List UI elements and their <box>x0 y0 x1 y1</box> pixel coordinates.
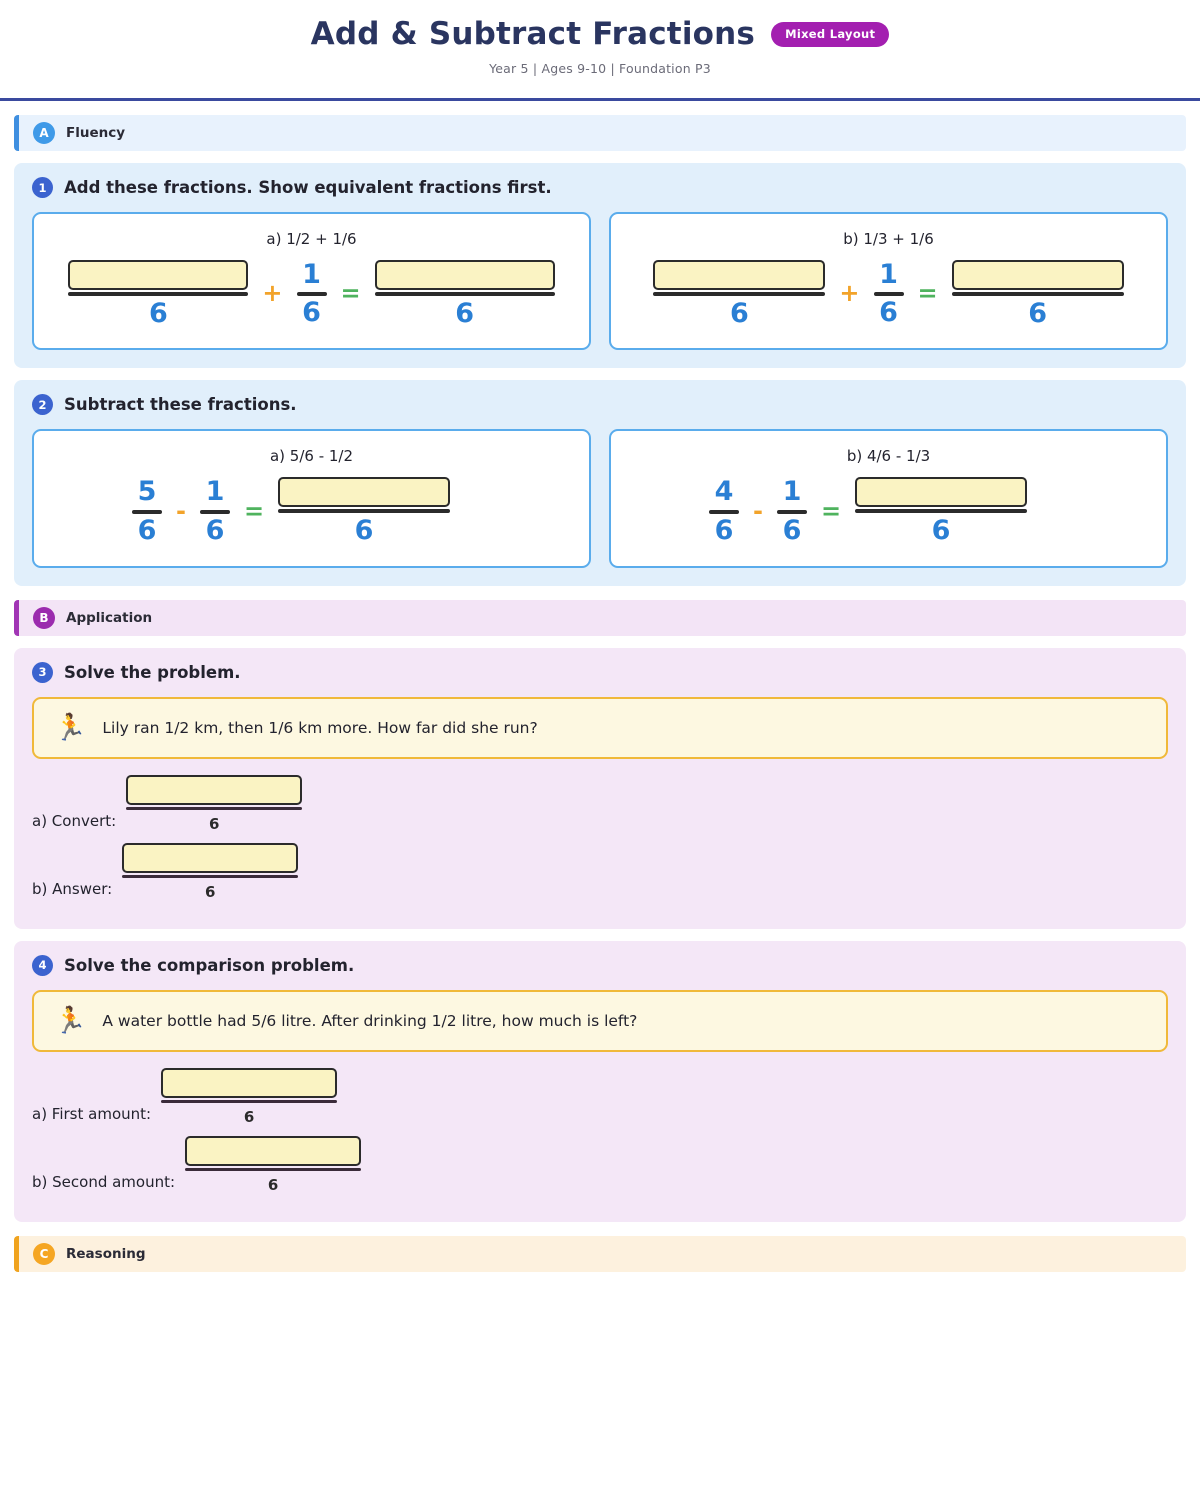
q1a-term1-bar <box>68 292 248 296</box>
q2b-label: b) 4/6 - 1/3 <box>846 447 931 466</box>
q2-card-b <box>609 429 1168 567</box>
q2a-term2-fraction <box>200 478 230 545</box>
q2a-minus-operator: - <box>176 496 186 525</box>
q1a-result-input[interactable] <box>375 260 555 290</box>
q2a-expression <box>52 477 571 545</box>
question-block-3 <box>14 648 1186 929</box>
q4-answer-b-fraction <box>185 1136 361 1194</box>
q1a-term2-numerator: 1 <box>302 258 321 290</box>
q2b-result-bar <box>855 509 1027 513</box>
section-band-reasoning <box>14 1236 1186 1272</box>
question-block-4 <box>14 941 1186 1222</box>
question-number-1: 1 <box>32 177 53 198</box>
question-2-cards <box>32 429 1168 567</box>
q1a-result-bar <box>375 292 555 296</box>
q1a-term1-fraction <box>68 260 248 328</box>
q1b-term2-bar <box>874 292 904 296</box>
q3-answer-a-label: a) Convert: <box>32 811 117 830</box>
q4-answer-a-fraction <box>161 1068 337 1126</box>
q1b-plus-operator: + <box>839 279 860 308</box>
q3-answer-row-a <box>32 775 1168 833</box>
q4-answer-a-bar <box>161 1100 337 1103</box>
section-badge-c: C <box>33 1243 55 1265</box>
q2a-result-fraction <box>278 477 450 545</box>
q4-answer-a-label: a) First amount: <box>32 1104 152 1123</box>
section-label-application: Application <box>66 609 153 626</box>
q1b-term2-numerator: 1 <box>879 258 898 290</box>
q3-answer-a-input[interactable] <box>126 775 302 805</box>
q1b-term1-fraction <box>653 260 825 328</box>
question-1-cards <box>32 212 1168 350</box>
q1b-term2-denominator: 6 <box>879 297 898 329</box>
q2a-term1-numerator: 5 <box>137 476 157 508</box>
q2a-term2-denominator: 6 <box>205 514 225 546</box>
q1a-term2-denominator: 6 <box>302 297 321 329</box>
q3-answer-a-denominator: 6 <box>208 814 220 833</box>
q1b-term2-fraction <box>874 258 904 329</box>
q2b-term2-denominator: 6 <box>782 514 802 546</box>
q2b-minus-operator: - <box>753 496 763 525</box>
question-block-2 <box>14 380 1186 585</box>
q2a-result-bar <box>278 509 450 513</box>
q1a-plus-operator: + <box>262 279 283 308</box>
question-3-instruction: Solve the problem. <box>64 662 241 682</box>
question-4-head <box>32 955 1168 976</box>
q4-word-problem <box>32 990 1168 1052</box>
q2b-term2-bar <box>777 510 807 514</box>
q4-problem-text: A water bottle had 5/6 litre. After drinking 1/2 litre, how much is left? <box>102 1011 638 1030</box>
q1b-result-fraction <box>952 260 1124 328</box>
section-band-fluency <box>14 115 1186 151</box>
q4-answer-row-a <box>32 1068 1168 1126</box>
question-2-head <box>32 394 1168 415</box>
q2a-term2-numerator: 1 <box>205 476 225 508</box>
q4-answer-a-denominator: 6 <box>243 1107 255 1126</box>
q3-answer-b-bar <box>122 875 298 878</box>
q2b-result-denominator: 6 <box>931 515 951 547</box>
question-number-3: 3 <box>32 662 53 683</box>
q2a-term2-bar <box>200 510 230 514</box>
section-badge-b: B <box>33 607 55 629</box>
q1b-result-bar <box>952 292 1124 296</box>
q4-answer-row-b <box>32 1136 1168 1194</box>
question-number-4: 4 <box>32 955 53 976</box>
layout-badge: Mixed Layout <box>771 22 889 47</box>
q1a-label: a) 1/2 + 1/6 <box>266 230 357 248</box>
q1-card-a <box>32 212 591 350</box>
q1b-term1-bar <box>653 292 825 296</box>
q2b-term1-fraction <box>709 478 739 545</box>
q1-card-b <box>609 212 1168 350</box>
q2-card-a <box>32 429 591 567</box>
q3-answer-row-b <box>32 843 1168 901</box>
q3-answer-a-fraction <box>126 775 302 833</box>
question-4-instruction: Solve the comparison problem. <box>64 955 355 975</box>
q3-word-problem <box>32 697 1168 759</box>
q4-answer-b-denominator: 6 <box>267 1175 279 1194</box>
title-row <box>0 16 1200 52</box>
q2b-equals-operator: = <box>820 496 842 525</box>
q1b-equals-operator: = <box>917 279 938 308</box>
q1a-term2-bar <box>297 292 327 296</box>
q1b-label: b) 1/3 + 1/6 <box>843 230 934 248</box>
q2a-equals-operator: = <box>243 496 265 525</box>
q2b-term1-denominator: 6 <box>714 514 734 546</box>
question-2-instruction: Subtract these fractions. <box>64 395 297 415</box>
q2b-term1-bar <box>709 510 739 514</box>
q3-answer-a-bar <box>126 807 302 810</box>
q2a-label: a) 5/6 - 1/2 <box>269 447 354 466</box>
section-label-reasoning: Reasoning <box>66 1245 146 1262</box>
q3-answer-b-denominator: 6 <box>204 882 216 901</box>
question-block-1 <box>14 163 1186 368</box>
q2b-result-input[interactable] <box>855 477 1027 507</box>
q1a-term1-input[interactable] <box>68 260 248 290</box>
q1a-result-fraction <box>375 260 555 328</box>
q4-answer-b-label: b) Second amount: <box>32 1172 176 1191</box>
q2a-term1-bar <box>132 510 162 514</box>
q1b-term1-input[interactable] <box>653 260 825 290</box>
q2b-term2-numerator: 1 <box>782 476 802 508</box>
section-label-fluency: Fluency <box>66 125 126 141</box>
q3-answer-b-label: b) Answer: <box>32 879 113 898</box>
question-3-head <box>32 662 1168 683</box>
q4-answer-b-bar <box>185 1168 361 1171</box>
page-subtitle: Year 5 | Ages 9-10 | Foundation P3 <box>489 61 711 76</box>
q1a-expression <box>52 260 571 328</box>
q1a-equals-operator: = <box>340 279 361 308</box>
question-1-head <box>32 177 1168 198</box>
q2a-term1-denominator: 6 <box>137 514 157 546</box>
page-title: Add & Subtract Fractions <box>310 16 756 52</box>
q3-answer-b-fraction <box>122 843 298 901</box>
header-divider <box>0 98 1200 101</box>
q2b-term2-fraction <box>777 478 807 545</box>
q1b-result-denominator: 6 <box>1028 298 1047 329</box>
q2a-term1-fraction <box>132 478 162 545</box>
q3-problem-text: Lily ran 1/2 km, then 1/6 km more. How far did she run? <box>102 718 538 737</box>
q2b-expression <box>629 477 1148 545</box>
q4-answer-a-input[interactable] <box>161 1068 337 1098</box>
q4-answer-b-input[interactable] <box>185 1136 361 1166</box>
section-badge-a: A <box>33 122 55 144</box>
q3-answer-b-input[interactable] <box>122 843 298 873</box>
section-band-application <box>14 600 1186 636</box>
q2a-result-denominator: 6 <box>354 515 374 547</box>
runner-icon: 🏃 <box>54 1005 87 1036</box>
q1a-term2-fraction <box>297 258 327 329</box>
q2b-term1-numerator: 4 <box>714 476 734 508</box>
q1a-term1-denominator: 6 <box>148 298 168 329</box>
q2a-result-input[interactable] <box>278 477 450 507</box>
question-1-instruction: Add these fractions. Show equivalent fractions first. <box>64 178 552 197</box>
question-number-2: 2 <box>32 394 53 415</box>
q1b-term1-denominator: 6 <box>729 298 749 329</box>
q2b-result-fraction <box>855 477 1027 545</box>
worksheet-header <box>0 0 1200 82</box>
q1a-result-denominator: 6 <box>455 298 474 329</box>
q1b-result-input[interactable] <box>952 260 1124 290</box>
q1b-expression <box>629 260 1148 328</box>
runner-icon: 🏃 <box>54 712 87 743</box>
